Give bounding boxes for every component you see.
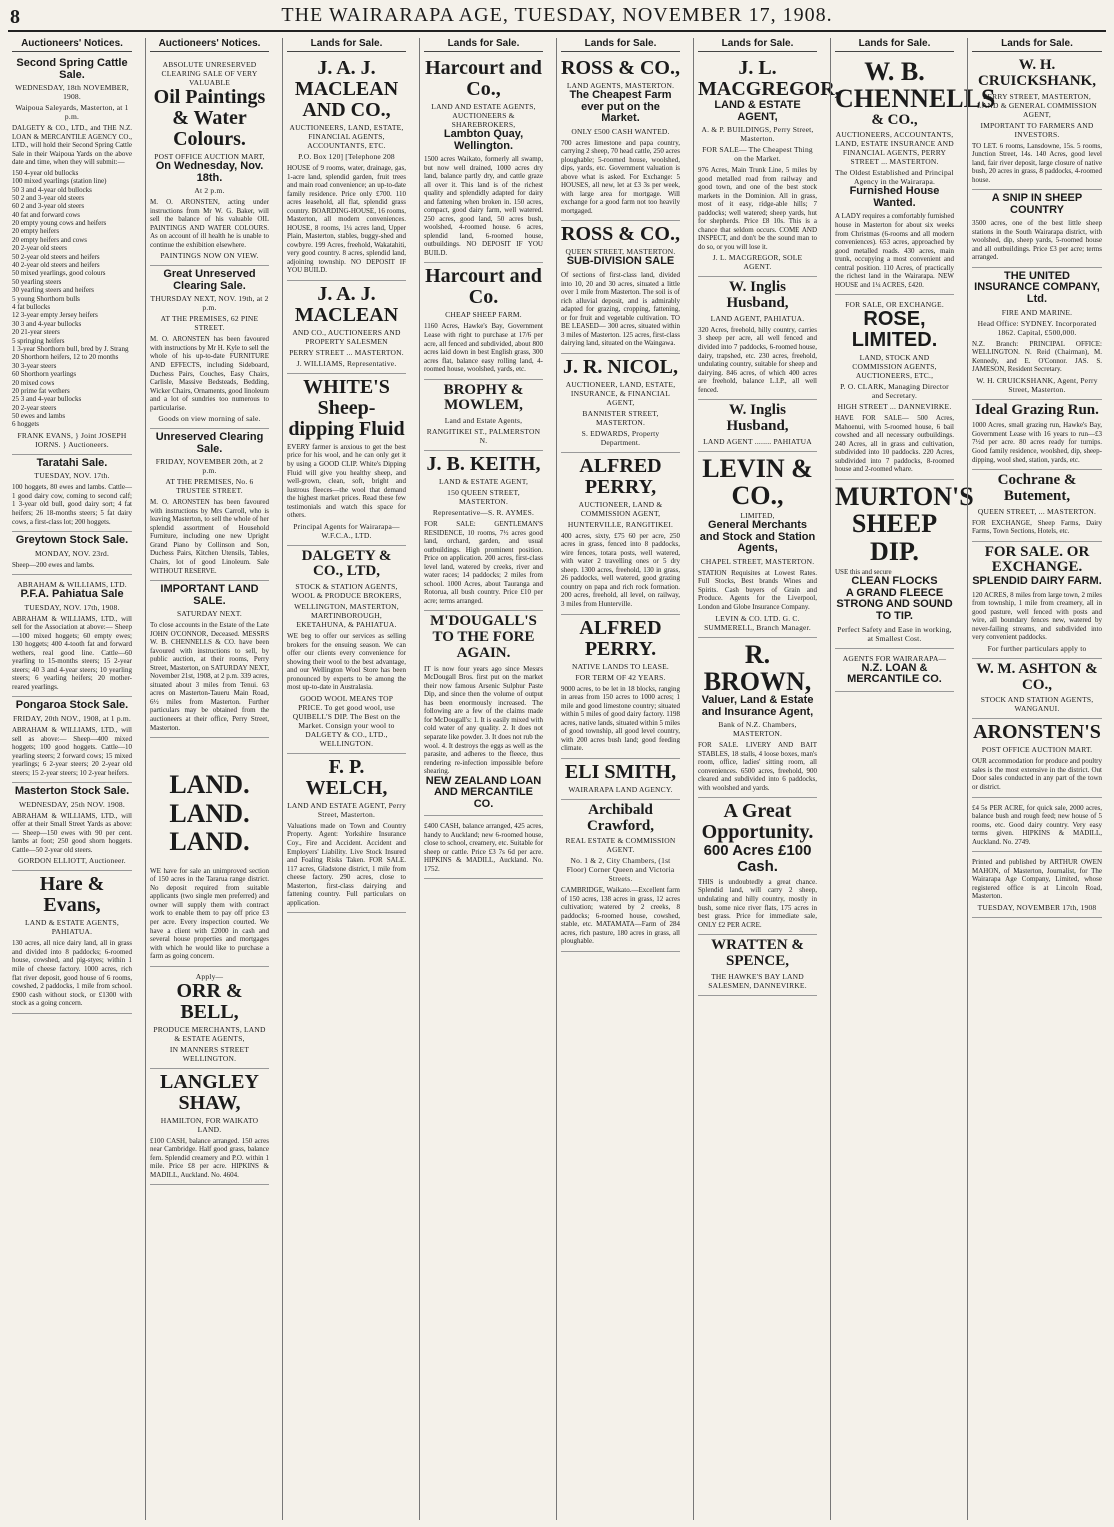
ad-keith (424, 451, 543, 611)
ad-great-opportunity (698, 798, 817, 935)
ad-agent: ABRAHAM & WILLIAMS, LTD. (17, 580, 127, 590)
ad-title: LANGLEY SHAW, (160, 1070, 259, 1114)
list-item: 20 empty young cows and heifers (12, 219, 107, 228)
ad-unreserved-clearing-2 (150, 429, 269, 581)
column-4 (419, 38, 547, 1520)
ad-place: AT THE PREMISES, 62 PINE STREET. (160, 314, 259, 333)
ad-title: ROSS & CO., (561, 223, 680, 246)
ad-sub: LAND AND ESTATE AGENT, Perry Street, Masterton. (287, 800, 406, 819)
list-item: 50 2 and 3-year old steers (12, 193, 85, 202)
ad-sub: LAND & ESTATE AGENTS, PAHIATUA. (24, 918, 119, 937)
ad-tag: The Oldest Established and Principal Agency in the Wairarapa. (835, 168, 954, 187)
ad-body: OUR accommodation for produce and poultry sales is the most extensive in the district. Out Door sales conducted in any part of the town or district. (972, 757, 1102, 791)
ad-place: IN MANNERS STREET WELLINGTON. (169, 1044, 250, 1063)
ad-place: A. & P. BUILDINGS, Perry Street, Masterton. (701, 125, 814, 144)
ad-footer: Principal Agents for Wairarapa—W.F.C.A., LTD. (293, 521, 400, 540)
ad-address: P.O. Box 120] [Telephone 208 (298, 152, 395, 161)
ad-body: To close accounts in the Estate of the Late JOHN O'CONNOR, Deceased. MESSRS W. B. CHENNELLS & CO. have been favoured with instructions to sell, by public auction, at their rooms, Perry Street, Masterton, on SATURDAY NEXT, November 21st, 1908, at 2 p.m. 339 acres, situated about 3 miles from Tenui. 63 acres on Masterton-Taueru Main Road, 6½ miles from Masterton. Further particulars may be obtained from the auctioneers at their office, Perry Street, Masterton. (150, 621, 269, 732)
ad-sub: AND CO., AUCTIONEERS AND PROPERTY SALESMEN (292, 327, 401, 346)
ad-sub: LAND AGENT ........ PAHIATUA (703, 436, 812, 446)
ad-land-land-land (150, 738, 269, 967)
ad-sub: CHEAP SHEEP FARM. (445, 310, 522, 320)
ad-place: AT THE PREMISES, No. 6 TRUSTEE STREET. (165, 477, 254, 496)
ad-title: Masterton Stock Sale. (14, 785, 130, 798)
ad-important-land-sale (150, 581, 269, 738)
columns (8, 38, 1106, 1520)
ad-cochrane-butement (972, 470, 1102, 542)
ad-body: 3500 acres, one of the best little sheep stations in the South Wairarapa district, with woolshed, dip, sheep yards, 5-roomed house and all outbuildings. Price £3 per acre; terms arranged. (972, 219, 1102, 262)
ad-r-brown (698, 638, 817, 799)
ad-section: Furnished House Wanted. (849, 185, 940, 209)
ad-place: Waipoua Saleyards, Masterton, at 1 p.m. (15, 103, 129, 122)
ad-title: THE UNITED INSURANCE COMPANY, Ltd. (974, 269, 1100, 305)
ad-sub: LAND AGENT, PAHIATUA. (710, 313, 805, 323)
list-item: 20 mixed cows (12, 378, 55, 387)
ad-title: Great Unreserved Clearing Sale. (163, 268, 256, 292)
ad-title: W. H. CRUICKSHANK, (978, 57, 1096, 89)
list-item: 30 3-year steers (12, 361, 57, 370)
ad-title: ORR & BELL, (176, 979, 243, 1023)
ad-footer: For further particulars apply to (987, 643, 1087, 653)
ad-place: No. 1 & 2, City Chambers, (1st Floor) Corner Queen and Victoria Streets. (566, 856, 675, 884)
list-item: 50 mixed yearlings, good colours (12, 269, 106, 278)
ad-hare-evans (12, 871, 132, 1013)
ad-body: M. O. ARONSTEN has been favoured with instructions by Mrs Carroll, who is leaving Masterton, to sell the whole of her splendid assortment of Household Furniture, including one new Upright Grand Piano by Collinson and Son, Duchess Pairs, Kitchen Utensils, Tables, Chairs, lot of good Linoleum. Sale WITHOUT RESERVE. (150, 498, 269, 575)
ad-title: SPLENDID DAIRY FARM. (972, 575, 1102, 588)
list-item: 5 young Shorthorn bulls (12, 294, 80, 303)
ad-alfred-perry (561, 453, 680, 615)
column-header: Lands for Sale. (561, 38, 680, 52)
ad-greytown-sale (12, 532, 132, 575)
list-item: 20 Shorthorn heifers, 12 to 20 months (12, 353, 119, 362)
ad-title: F. P. WELCH, (305, 755, 388, 799)
ad-body: £400 CASH, balance arranged, 425 acres, handy to Auckland; new 6-roomed house, close to school, creamery, etc. Suitable for sheep or cattle. Price £3 7s 6d per acre. HIPKINS & MADILL, Auckland. No. 1752. (424, 822, 543, 873)
ad-title: ROSS & CO., (561, 57, 680, 79)
list-item: 50 yearling steers (12, 277, 62, 286)
ad-tag: General Merchants and Stock and Station Agents, (699, 519, 816, 555)
list-item: 6 hoggets (12, 420, 40, 429)
list-item: 5 springing heifers (12, 336, 65, 345)
list-item: 20 empty heifers and cows (12, 235, 88, 244)
list-item: 60 Shorthorn yearlings (12, 370, 77, 379)
ad-orr-bell (150, 967, 269, 1069)
ad-tag: The Cheapest Farm ever put on the Market. (569, 89, 672, 125)
masthead (8, 4, 1106, 32)
ad-footer: GORDON ELLIOTT, Auctioneer. (18, 856, 126, 866)
ad-date: On Wednesday, Nov. 18th. (155, 160, 264, 184)
ad-title: W. Inglis Husband, (726, 279, 789, 312)
ad-pre: ABSOLUTE UNRESERVED CLEARING SALE OF VERY VALUABLE (161, 60, 258, 87)
paper-title: THE WAIRARAPA AGE, TUESDAY, NOVEMBER 17, 1908. (281, 4, 833, 26)
ad-body: A LADY requires a comfortably furnished house in Masterton for about six weeks from Christmas (6-rooms and all modern conveniences). 653 acres, approached by good metalled roads. 430 acres, main trunk, occupying a most convenient and central position. 110 Acres, of practically the richest land in the Wairarapa. NEW HOUSE and 1¼ ACRES, £420. (835, 212, 954, 289)
list-item: 150 4-year old bullocks (12, 168, 79, 177)
ad-title: A Great Opportunity. (701, 800, 814, 844)
ad-mcdougalls (424, 611, 543, 816)
ad-title: J. L. MACGREGOR, (698, 57, 840, 100)
ad-body: N.Z. Branch: PRINCIPAL OFFICE: WELLINGTON. N. Reid (Chairman), M. Kennedy, and E. O'Connor. JAS. S. JAMESON, Resident Secretary. (972, 339, 1102, 374)
ad-sub: NATIVE LANDS TO LEASE. (571, 661, 670, 671)
ad-place: Bank of N.Z. Chambers, MASTERTON. (718, 720, 797, 739)
list-item: 40 fat and forward cows (12, 210, 81, 219)
ad-place: WELLINGTON, MASTERTON, MARTINBOROUGH, EKETAHUNA, & PAHIATUA. (294, 602, 399, 630)
column-8 (967, 38, 1106, 1520)
ad-title: Taratahi Sale. (36, 456, 108, 469)
ad-place: BANNISTER STREET, MASTERTON. (582, 408, 659, 427)
ad-sub: AUCTIONEER, LAND, ESTATE, INSURANCE, & FINANCIAL AGENT, (565, 379, 676, 407)
ad-date: TUESDAY, NOV. 17th, 1908. (24, 602, 120, 612)
ad-brophy-mowlem (424, 380, 543, 452)
ad-title: LAND. LAND. LAND. (169, 770, 250, 857)
ad-harcourt (424, 55, 543, 263)
ad-archibald-crawford (561, 800, 680, 952)
ad-footer: FRANK EVANS, } Joint JOSEPH IORNS. } Auctioneers. (17, 430, 127, 449)
ad-footer: PAINTINGS NOW ON VIEW. (160, 251, 259, 261)
ad-body: Valuations made on Town and Country Property. Agent: Yorkshire Insurance Coy., Fire and Accident. Accident and Employers' Liability. Live Stock Insured and Foaling Risks Taken. FOR SALE. 117 acres, Gladstone district, 1 mile from cheese factory. 290 acres, close to Masterton, first-class dairying and fattening country. Full particulars on application. (287, 821, 406, 907)
ad-sub: A GRAND FLEECE STRONG AND SOUND TO TIP. (836, 586, 953, 622)
ad-title: ARONSTEN'S (973, 721, 1101, 744)
ad-body: EVERY farmer is anxious to get the best price for his wool, and he can only get it by using a GOOD CLIP. White's Dipping Fluid will give you healthy sheep, and well-grown, clean, soft, bright and lustrous fleeces—the wool that demand the highest market prices. Read these few testimonials and watch this space for others. (287, 442, 406, 520)
ad-place: Head Office: SYDNEY. Incorporated 1862. Capital, £500,000. (977, 318, 1097, 337)
ad-place: CHAPEL STREET, MASTERTON. (700, 556, 815, 566)
ad-title: J. B. KEITH, (426, 453, 541, 476)
ad-cash-400 (424, 816, 543, 879)
ad-footer: Perfect Safety and Ease in working, at Smallest Cost. (837, 624, 952, 643)
ad-sub: SATURDAY NEXT. (176, 609, 243, 619)
ad-address: PERRY STREET ... MASTERTON. (289, 347, 404, 357)
ad-sub: LAND & ESTATE AGENT, (438, 477, 529, 487)
ad-sub: AUCTIONEERS, LAND, ESTATE, FINANCIAL AGENTS, ACCOUNTANTS, ETC. (289, 123, 404, 150)
ad-body: 976 Acres, Main Trunk Line, 5 miles by good metalled road from railway and good town, and one of the best stock markets in the Dominion. All in grass, most of it easy, ridge-able hills; 7 paddocks; well watered; sheep yards, hut for shepherds. Price £8 10s. This is a chance that seldom occurs. COME AND INSPECT, and don't be the sound man to do so, or you will lose it. (698, 166, 817, 251)
ad-sub: Land and Estate Agents, (444, 416, 523, 426)
ad-united-insurance (972, 268, 1102, 400)
ad-whites-dip (287, 374, 406, 546)
ad-title: W. B. CHENNELLS (835, 57, 996, 114)
ad-maclean-2 (287, 281, 406, 374)
ad-alfred-perry-native (561, 615, 680, 759)
column-header: Lands for Sale. (972, 38, 1102, 52)
ad-masterton-stock-sale (12, 783, 132, 871)
ad-title: P.F.A. Pahiatua Sale (20, 588, 124, 601)
ad-body: 320 Acres, freehold, hilly country, carries 3 sheep per acre, all well fenced and divided into 7 paddocks, 6-roomed house, dairy, trapshed, etc. 230 acres, freehold, undulating country, suitable for sheep and dairying. 846 acres, of which 400 acres are freehold, balance L.I.P., all well fenced. (698, 325, 817, 394)
ad-body: HAVE FOR SALE— 500 Acres, Mahoenui, with 5-roomed house, 6 bail cowshed and all necessary outbuildings. 240 Acres, all in grass and cultivation, subdivided into 10 paddocks. 220 Acres, subdivided into 7 paddocks, 8-roomed house and 2-roomed whare. (835, 414, 954, 474)
ad-place: RANGITIKEI ST., PALMERSTON N. (426, 427, 541, 446)
ad-date: MONDAY, NOV. 23rd. (34, 548, 110, 558)
ad-body: M. O. ARONSTEN, acting under instructions from Mr W. G. Baker, will sell the balance of his valuable OIL PAINTINGS AND WATER COLOURS. As on account of ill health he is unable to continue the exhibition elsewhere. (150, 198, 269, 249)
ad-sub: REAL ESTATE & COMMISSION AGENT. (565, 836, 676, 855)
ad-sub: LAND AND ESTATE AGENTS, AUCTIONEERS & SHAREBROKERS, (431, 102, 536, 129)
ad-body: M. O. ARONSTEN has been favoured with instructions by Mr H. Kyle to sell the whole of his up-to-date FURNITURE AND EFFECTS, including Sideboard, Duchess Pairs, Couches, Easy Chairs, Carlisle, Massive Bedsteads, Bedding, Wicker Chairs, Ornaments, good linoleum and a lot of sundries too numerous to particularise. (150, 335, 269, 412)
ad-body: FOR SALE. LIVERY AND BAIT STABLES, 18 stalls, 4 loose boxes, man's room, office, ladies' sitting room, all conveniences. 6500 acres, freehold, 900 cleared and subdivided into 6 paddocks, with woolshed and yards. (698, 741, 817, 792)
ad-body: 700 acres limestone and papa country, carrying 2 sheep, 70 head cattle, 250 acres ploughable; 5-roomed house, woolshed, dips, yards, etc. Government valuation is above what is asked. For Exchange: 5 HOUSES, all new, let at £3 3s per week, with large area for mortgage. Will exchange for a good farm not too heavily mortgaged. (561, 138, 680, 215)
page-number: 8 (10, 6, 20, 28)
list-item: 40 2-year old steers and heifers (12, 261, 100, 270)
ad-sub: STOCK AND STATION AGENTS, WANGANUI. (980, 695, 1094, 714)
ad-place: POST OFFICE AUCTION MART, (154, 152, 265, 161)
ad-body: FOR EXCHANGE, Sheep Farms, Dairy Farms, Town Sections, Hotels, etc. (972, 518, 1102, 536)
column-header: Lands for Sale. (698, 38, 817, 52)
ad-title: ALFRED PERRY. (579, 616, 662, 660)
ad-title: Pongaroa Stock Sale. (15, 699, 129, 712)
ad-body: USE this and secure (835, 567, 892, 576)
column-header: Auctioneers' Notices. (12, 38, 132, 52)
ad-body: FOR SALE: GENTLEMAN'S RESIDENCE, 10 rooms, 7½ acres good land, orchard, garden, and usual outbuildings. High prominent position. Price on application. 200 acres, first-class level land, watered by creeks, river and water races; 14 paddocks; 2 miles from school. 1000 Acres, about Tauranga and Rotorua, all bush country. Price £10 per acre; terms arranged. (424, 520, 543, 605)
ad-title: J. A. J. MACLEAN AND CO., (294, 57, 399, 121)
list-item: 50 ewes and lambs (12, 412, 66, 421)
list-item: 12 3-year empty Jersey heifers (12, 311, 98, 320)
ad-body: THIS is undoubtedly a great chance. Splendid land, will carry 2 sheep, undulating and hilly country, mostly in bush, some nice river flats, 175 acres in best grass. Price for immediate sale, ONLY £2 PER ACRE. (698, 877, 817, 929)
ad-harcourt-sheep-farm (424, 263, 543, 379)
ad-ross-co (561, 55, 680, 221)
ad-sub: LAND & ESTATE AGENT, (714, 99, 801, 123)
ad-tag: CLEAN FLOCKS (851, 575, 938, 588)
ad-pre: FOR SALE. OR EXCHANGE. (984, 543, 1090, 576)
ad-macgregor (698, 55, 840, 277)
ad-title: M'DOUGALL'S TO THE FORE AGAIN. (430, 613, 537, 661)
ad-sub: POST OFFICE AUCTION MART. (981, 745, 1093, 755)
ad-body: WE beg to offer our services as selling brokers for the ensuing season. We can offer our clients every convenience for showing their wool to the best advantage, and our Wellington Wool Store has been pronounced by experts to be among the most up-to-date in Australasia. (287, 632, 406, 692)
column-2 (145, 38, 273, 1520)
list-item: 100 mixed yearlings (station line) (12, 177, 107, 186)
ad-nicol (561, 354, 680, 453)
column-header: Lands for Sale. (835, 38, 954, 52)
list-item: 20 21-year steers (12, 328, 60, 337)
ad-ideal-grazing-run (972, 400, 1102, 470)
ad-date: WEDNESDAY, 25th NOV. 1908. (19, 799, 125, 809)
ad-title: Unreserved Clearing Sale. (155, 431, 264, 455)
ad-pongaroa-sale (12, 697, 132, 783)
ad-footer: W. H. CRUICKSHANK, Agent, Perry Street, Masterton. (976, 375, 1098, 394)
ad-rep: Representative—S. R. AYMES. (432, 508, 535, 518)
ad-sub: WAIRARAPA LAND AGENCY. (568, 784, 673, 794)
ad-sub: 600 Acres £100 Cash. (703, 842, 812, 876)
ad-place: 150 QUEEN STREET, MASTERTON. (447, 488, 520, 507)
ad-sub: PRODUCE MERCHANTS, LAND & ESTATE AGENTS, (153, 1024, 266, 1043)
ad-eli-smith (561, 759, 680, 800)
ad-sub: PERRY STREET, MASTERTON, LAND & GENERAL COMMISSION AGENT, (977, 91, 1097, 119)
ad-sub: QUEEN STREET, ... MASTERTON. (977, 506, 1097, 516)
list-item: 30 yearling steers and heifers (12, 286, 95, 295)
ad-body: ABRAHAM & WILLIAMS, LTD., will sell for the Association at above:— Sheep—100 mixed hoggets; 60 empty ewes; 130 hoggets; 400 4-tooth fat and forward wethers, real good line. Cattle—60 yearling to 15-months steers; 15 2-year steers; 40 3 and 4-year steers; 10 yearling steers; 6 yearling heifers; 20 mother-reared yearlings. (12, 614, 132, 691)
ad-place: P. O. CLARK, Managing Director and Secretary. (840, 382, 949, 401)
list-item: 50 2-year old steers and heifers (12, 252, 100, 261)
list-item: 60 2 and 3-year old steers (12, 202, 85, 211)
imprint (972, 852, 1102, 918)
ad-rep: S. EDWARDS, Property Department. (581, 428, 660, 447)
ad-inglis-husband (698, 277, 817, 400)
ad-sub: LAND AGENTS, MASTERTON. (566, 81, 675, 90)
ad-body: £4 5s PER ACRE, for quick sale, 2000 acres, balance bush and rough feed; new house of 5 rooms, etc. Good dairy country. Very easy terms given. HIPKINS & MADILL, Auckland. No. 2749. (972, 803, 1102, 846)
ad-time: At 2 p.m. (194, 186, 225, 196)
ad-langley-shaw (150, 1069, 269, 1186)
ad-title: A SNIP IN SHEEP COUNTRY (991, 192, 1083, 216)
ad-title: R. BROWN, (703, 639, 812, 696)
imprint-body: Printed and published by ARTHUR OWEN MAHON, of Masterton, Journalist, for The Wairarapa Age Company, Limited, whose registered office is at Lincoln Road, Masterton. (972, 858, 1102, 901)
ad-body: 120 ACRES, 8 miles from large town, 2 miles from township, 1 mile from creamery, all in good pasture, well fenced with posts and wire, all boundary fences new, watered by never-failing streams, and subdivided into very convenient paddocks. (972, 590, 1102, 642)
ad-date: THURSDAY NEXT, NOV. 19th, at 2 p.m. (150, 294, 269, 313)
ad-sub: LIMITED, (740, 511, 775, 521)
list-item: 4 fat bullocks (12, 303, 51, 311)
ad-body: 1160 Acres, Hawke's Bay, Government Lease with right to purchase at 17/6 per acre, all fenced and subdivided, about 800 acres laid down in best English grass, 300 acres flat, balance easy rolling land, 4-roomed house, woolshed, yards, etc. (424, 322, 543, 374)
column-header: Auctioneers' Notices. (150, 38, 269, 52)
ad-section: SUB-DIVISION SALE (566, 255, 675, 268)
ad-date: WEDNESDAY, 18th NOVEMBER, 1908. (15, 83, 129, 102)
ad-inglis-husband-2 (698, 400, 817, 452)
ad-title: WHITE'S Sheep-dipping Fluid (288, 375, 405, 440)
ad-title: LEVIN & CO., (702, 453, 813, 510)
ad-footer: LEVIN & CO. LTD. G. C. SUMMERELL, Branch Manager. (704, 613, 811, 632)
ad-ashton (972, 659, 1102, 720)
ad-wratten-spence (698, 935, 817, 996)
column-6 (693, 38, 840, 1520)
ad-body: TO LET. 6 rooms, Lansdowne, 15s. 5 rooms, Junction Street, 14s. 140 Acres, good level land, fair river deposit, large closure of native bush, 20 acres in grass, 8 paddocks, 4-roomed house. (972, 141, 1102, 184)
ad-title: BROPHY & MOWLEM, (443, 381, 524, 414)
list-item: 20 2-year steers (12, 403, 57, 412)
ad-spring-cattle-sale (12, 55, 132, 455)
ad-title: Ideal Grazing Run. (975, 401, 1099, 418)
ad-place: HUNTERVILLE, RANGITIKEI. (567, 519, 674, 529)
ad-body: ABRAHAM & WILLIAMS, LTD., will offer at their Small Street Yards as above:— Sheep—150 ewes with 90 per cent. lambs at foot; 250 good shorn hoggets. Cattle—50 2-year old steers. (12, 811, 132, 854)
ad-welch (287, 754, 406, 913)
ad-title: W. M. ASHTON & CO., (976, 660, 1098, 693)
ad-body: WE have for sale an unimproved section of 150 acres in the Tararua range district. No deposit required from suitable applicants (two single men preferred) and owner will supply them with contract work to enable them to pay off price £3 per acre. Every inspection courted. We have a client with £2000 in cash and several house properties and mortgages with which he would like to purchase a farm as going concern. (150, 866, 269, 961)
ad-sub: & CO., (871, 111, 918, 128)
ad-body: HOUSE of 9 rooms, water, drainage, gas, 1-acre land, splendid garden, fruit trees and main road convenience; an up-to-date family residence. Price only £700. 110 acres leasehold, all flat, splendid grass country. BOARDING-HOUSE, 16 rooms, Masterton, all modern conveniences. HOUSE, 8 rooms, 1¼ acres land, Upper Plain, Masterton, stables, buggy-shed and cowbyre. 199 Acres, freehold, Wakatahiti, very good country. 8 acres, splendid land, adjoining township. NO DEPOSIT IF YOU BUILD. (287, 164, 406, 275)
ad-title: Greytown Stock Sale. (15, 534, 129, 547)
ad-place: Lambton Quay, Wellington. (443, 128, 524, 152)
ad-title: IMPORTANT LAND SALE. (160, 583, 259, 607)
ad-ross-co-2 (561, 221, 680, 353)
ad-date: FRIDAY, 20th NOV., 1908, at 1 p.m. (13, 714, 131, 724)
ad-title: Cochrane & Butement, (997, 472, 1077, 504)
ad-sub: LAND, STOCK AND COMMISSION AGENTS, AUCTIONEERS, ETC., (852, 353, 937, 381)
column-header: Lands for Sale. (287, 38, 406, 52)
ad-nz-loan (835, 649, 954, 692)
ad-sub: HAMILTON, FOR WAIKATO LAND. (160, 1115, 259, 1134)
ad-pre: AGENTS FOR WAIRARAPA— (842, 653, 947, 663)
ad-footer: NEW ZEALAND LOAN AND MERCANTILE CO. (425, 774, 542, 810)
ad-date: FRIDAY, NOVEMBER 20th, at 2 p.m. (155, 457, 264, 476)
ad-title: W. Inglis Husband, (726, 402, 789, 434)
ad-terms: FOR TERM OF 42 YEARS. (575, 672, 666, 682)
ad-title: Harcourt and Co. (425, 265, 542, 309)
column-1 (8, 38, 136, 1520)
ad-body: 100 hoggets, 80 ewes and lambs. Cattle—1 good dairy cow, coming to second calf; 1 3-year old bull, good dairy sort; 4 fat heifers; 26 18-months steers; 5 fat dairy cows, a first-class lot; 200 hoggets. (12, 483, 132, 526)
ad-body: 9000 acres, to be let in 18 blocks, ranging in areas from 150 acres to 1000 acres; 1 mile and good limestone country; situated within 5 miles of good dairy factory. 1198 acres, native lands, situated within 5 miles of good township, all good level country, with 200 acres bush land; good feeding climate. (561, 684, 680, 753)
ad-sub: STOCK & STATION AGENTS, WOOL & PRODUCE BROKERS, (291, 582, 402, 601)
ad-maclean (287, 55, 406, 281)
list-item: 25 3 and 4-year bullocks (12, 395, 82, 404)
ad-price: ONLY £500 CASH WANTED. (571, 126, 670, 136)
ad-body: 1000 Acres, small grazing run, Hawke's Bay, Government Lease with 16 years to run—£3 7½d per acre. 80 acres ready for turnips. Good family residence, woolshed, dip, sheep-dipping, wool shed, station, yards, etc. (972, 421, 1102, 464)
column-7 (830, 38, 996, 1520)
ad-body: CAMBRIDGE, Waikato.—Excellent farm of 150 acres, 138 acres in grass, 12 acres cultivation; watered by 2 creeks, 8 paddocks; 6-roomed house, cowshed, stable, etc. MATAMATA—Farm of 284 acres, rich pasture, 180 acres in grass, all ploughable. (561, 886, 680, 946)
ad-title: MURTON'S SHEEP DIP. (835, 481, 974, 566)
ad-chennells (835, 55, 996, 295)
column-5 (556, 38, 684, 1520)
ad-cruickshank (972, 55, 1102, 190)
ad-date: TUESDAY, NOV. 17th. (34, 471, 110, 481)
ad-title: DALGETY & CO., LTD, (301, 547, 392, 580)
ad-title: Second Spring Cattle Sale. (16, 57, 128, 81)
ad-body: DALGETY & CO., LTD., and THE N.Z. LOAN & MERCANTILE AGENCY CO., LTD., will hold their Second Spring Cattle Sale in their Waipoua Yards on the above date and time, when they will submit:— (12, 124, 132, 167)
list-item: 20 empty heifers (12, 227, 60, 236)
ad-body: £100 CASH, balance arranged. 150 acres near Cambridge. Half good grass, balance fern. Splendid creamery and P.O. within 1 mile. Price £8 per acre. HIPKINS & MADILL, Auckland. No. 4604. (150, 1136, 269, 1179)
ad-snip-sheep-country (972, 190, 1102, 268)
ad-sub: THE HAWKE'S BAY LAND SALESMEN, DANNEVIRKE. (708, 971, 807, 990)
ad-place: AUCTIONEERS, ACCOUNTANTS, LAND, ESTATE INSURANCE AND FINANCIAL AGENTS, PERRY STREET ... MASTERTON. (835, 130, 954, 167)
ad-sub: FIRE AND MARINE. (1001, 307, 1073, 317)
ad-sub: AUCTIONEER, LAND & COMMISSION AGENT, (578, 499, 663, 518)
list-item: 1 3-year Shorthorn bull, bred by J. Strang (12, 344, 129, 353)
ad-body: STATION Requisites at Lowest Rates. Full Stocks, Best brands Wines and Spirits. Cash buyers of Grain and Produce. Agents for the Liverpool, London and Globe Insurance Company. (698, 568, 817, 612)
ad-taratahi-sale (12, 455, 132, 532)
ad-title: ALFRED PERRY, (579, 454, 662, 498)
ad-tag: IMPORTANT TO FARMERS AND INVESTORS. (980, 120, 1094, 139)
ad-title: ROSE, LIMITED. (851, 308, 938, 352)
list-item: 20 prime fat wethers (12, 386, 70, 395)
ad-dalgety-wool (287, 546, 406, 754)
ad-title: J. A. J. MACLEAN (294, 282, 399, 326)
ad-body: 1500 acres Waikato, formerly all swamp, but now well drained, 1000 acres dry land, balance partly dry, and cattle graze all over it. This land is of the richest quality and splendidly adapted for dairy and fattening when broken in. 150 acres, compact, good dairy farm, well watered. 250 acres, good land, 50 acres bush, woolshed, 4-roomed house. 6 acres, splendid land, 6-roomed house, outbuildings. NO DEPOSIT IF YOU BUILD. (424, 155, 543, 257)
ad-pahiatua-sale (12, 575, 132, 697)
ad-cash-4-5s (972, 798, 1102, 853)
ad-murtons-dip (835, 480, 974, 649)
ad-aronstens-mart (972, 719, 1102, 797)
ad-sub: Valuer, Land & Estate and Insurance Agent, (701, 694, 814, 718)
ad-title: WRATTEN & SPENCE, (711, 937, 804, 969)
ad-splendid-dairy-farm (972, 542, 1102, 659)
ad-pre: FOR SALE— The Cheapest Thing on the Market. (702, 145, 813, 164)
stock-list (12, 169, 132, 429)
ad-body: IT is now four years ago since Messrs McDougall Bros. first put on the market their now famous Arsenic Sulphur Paste Dip, and since then the volume of output has been enormously increased. The following are a few of the claims made for McDougall's: 1. It is easily mixed with cold water of any quality. 2. It does not separate like powder. 3. It does not rub the wool. 4. It destroys the eggs as well as the parasite, and adheres to the fleece, thus rendering re-infection impossible before shearing. (424, 664, 543, 776)
ad-title: J. R. NICOL, (562, 355, 678, 378)
ad-levin (698, 452, 817, 638)
ad-rose-limited (835, 295, 954, 480)
ad-body: 400 acres, sixty, £75 60 per acre, 250 acres in grass, fenced into 8 paddocks, wire fences, totara posts, well watered, with water 2 travelling ones or 5 dry sheep. 1300 acres, freehold, 130 in grass, 26 paddocks, well watered, good grazing country on papa and rich rock formation. 200 acres, freehold, all level, on railway, 3 miles from Hunterville. (561, 531, 680, 608)
ad-pre: Apply— (195, 971, 224, 981)
list-item: 30 3 and 4-year bullocks (12, 319, 82, 328)
ad-body: Of sections of first-class land, divided into 10, 20 and 30 acres, situated a little over 1 mile from Masterton. The soil is of rich alluvial deposit, and is admirably adapted for grazing, cropping, fattening, or for fruit and vegetable cultivation. TO BE LEASED— 300 acres, situated within 3 miles of Masterton. 125 acres, first-class dairying land, situated on the Waingawa. (561, 270, 680, 348)
ad-footer: GOOD WOOL MEANS TOP PRICE. To get good wool, use QUIBELL'S DIP. The Best on the Market. Consign your wool to DALGETY & CO., LTD., WELLINGTON. (292, 693, 401, 748)
ad-footer: J. WILLIAMS, Representative. (296, 358, 397, 368)
ad-title: ELI SMITH, (564, 760, 677, 783)
ad-body: Sheep—200 ewes and lambs. (12, 560, 95, 569)
list-item: 20 2-year old steers (12, 244, 68, 253)
ad-great-unreserved-clearing (150, 266, 269, 429)
column-header: Lands for Sale. (424, 38, 543, 52)
ad-title: N.Z. LOAN & MERCANTILE CO. (847, 661, 942, 686)
ad-title: Archibald Crawford, (586, 801, 655, 834)
ad-body: 130 acres, all nice dairy land, all in grass and divided into 8 paddocks; 6-roomed house, cowshed, and pig-styes; within 1 mile of cheese factory. 1000 acres, rich flat river deposit, good house of 6 rooms, cowshed, 2 paddocks, 1 mile from school. £900 cash without stock, or £1300 with stock as a going concern. (12, 939, 132, 1008)
ad-footer: J. L. MACGREGOR, SOLE AGENT. (712, 253, 803, 272)
ad-oil-paintings (150, 55, 269, 266)
column-3 (282, 38, 410, 1520)
ad-title: Oil Paintings & Water Colours. (153, 86, 266, 150)
ad-pre: FOR SALE, OR EXCHANGE. (845, 300, 944, 310)
imprint-date: TUESDAY, NOVEMBER 17th, 1908 (977, 902, 1097, 912)
ad-sub: QUEEN STREET, MASTERTON. (565, 247, 676, 257)
ad-body: ABRAHAM & WILLIAMS, LTD., will sell as above:— Sheep—400 mixed hoggets; 100 good hoggets. Cattle—10 yearling steers; 2 forward cows; 15 mixed yearlings; 6 2-year steers; 20 2-year old steers; 15 2-year steers; 10 2-year heifers. (12, 726, 132, 777)
ad-title: Harcourt and Co., (425, 57, 542, 100)
ad-footer: Goods on view morning of sale. (158, 414, 261, 424)
list-item: 50 3 and 4-year old bullocks (12, 185, 92, 194)
ad-title: Hare & Evans, (39, 873, 105, 917)
ad-address: HIGH STREET ... DANNEVIRKE. (837, 402, 952, 412)
